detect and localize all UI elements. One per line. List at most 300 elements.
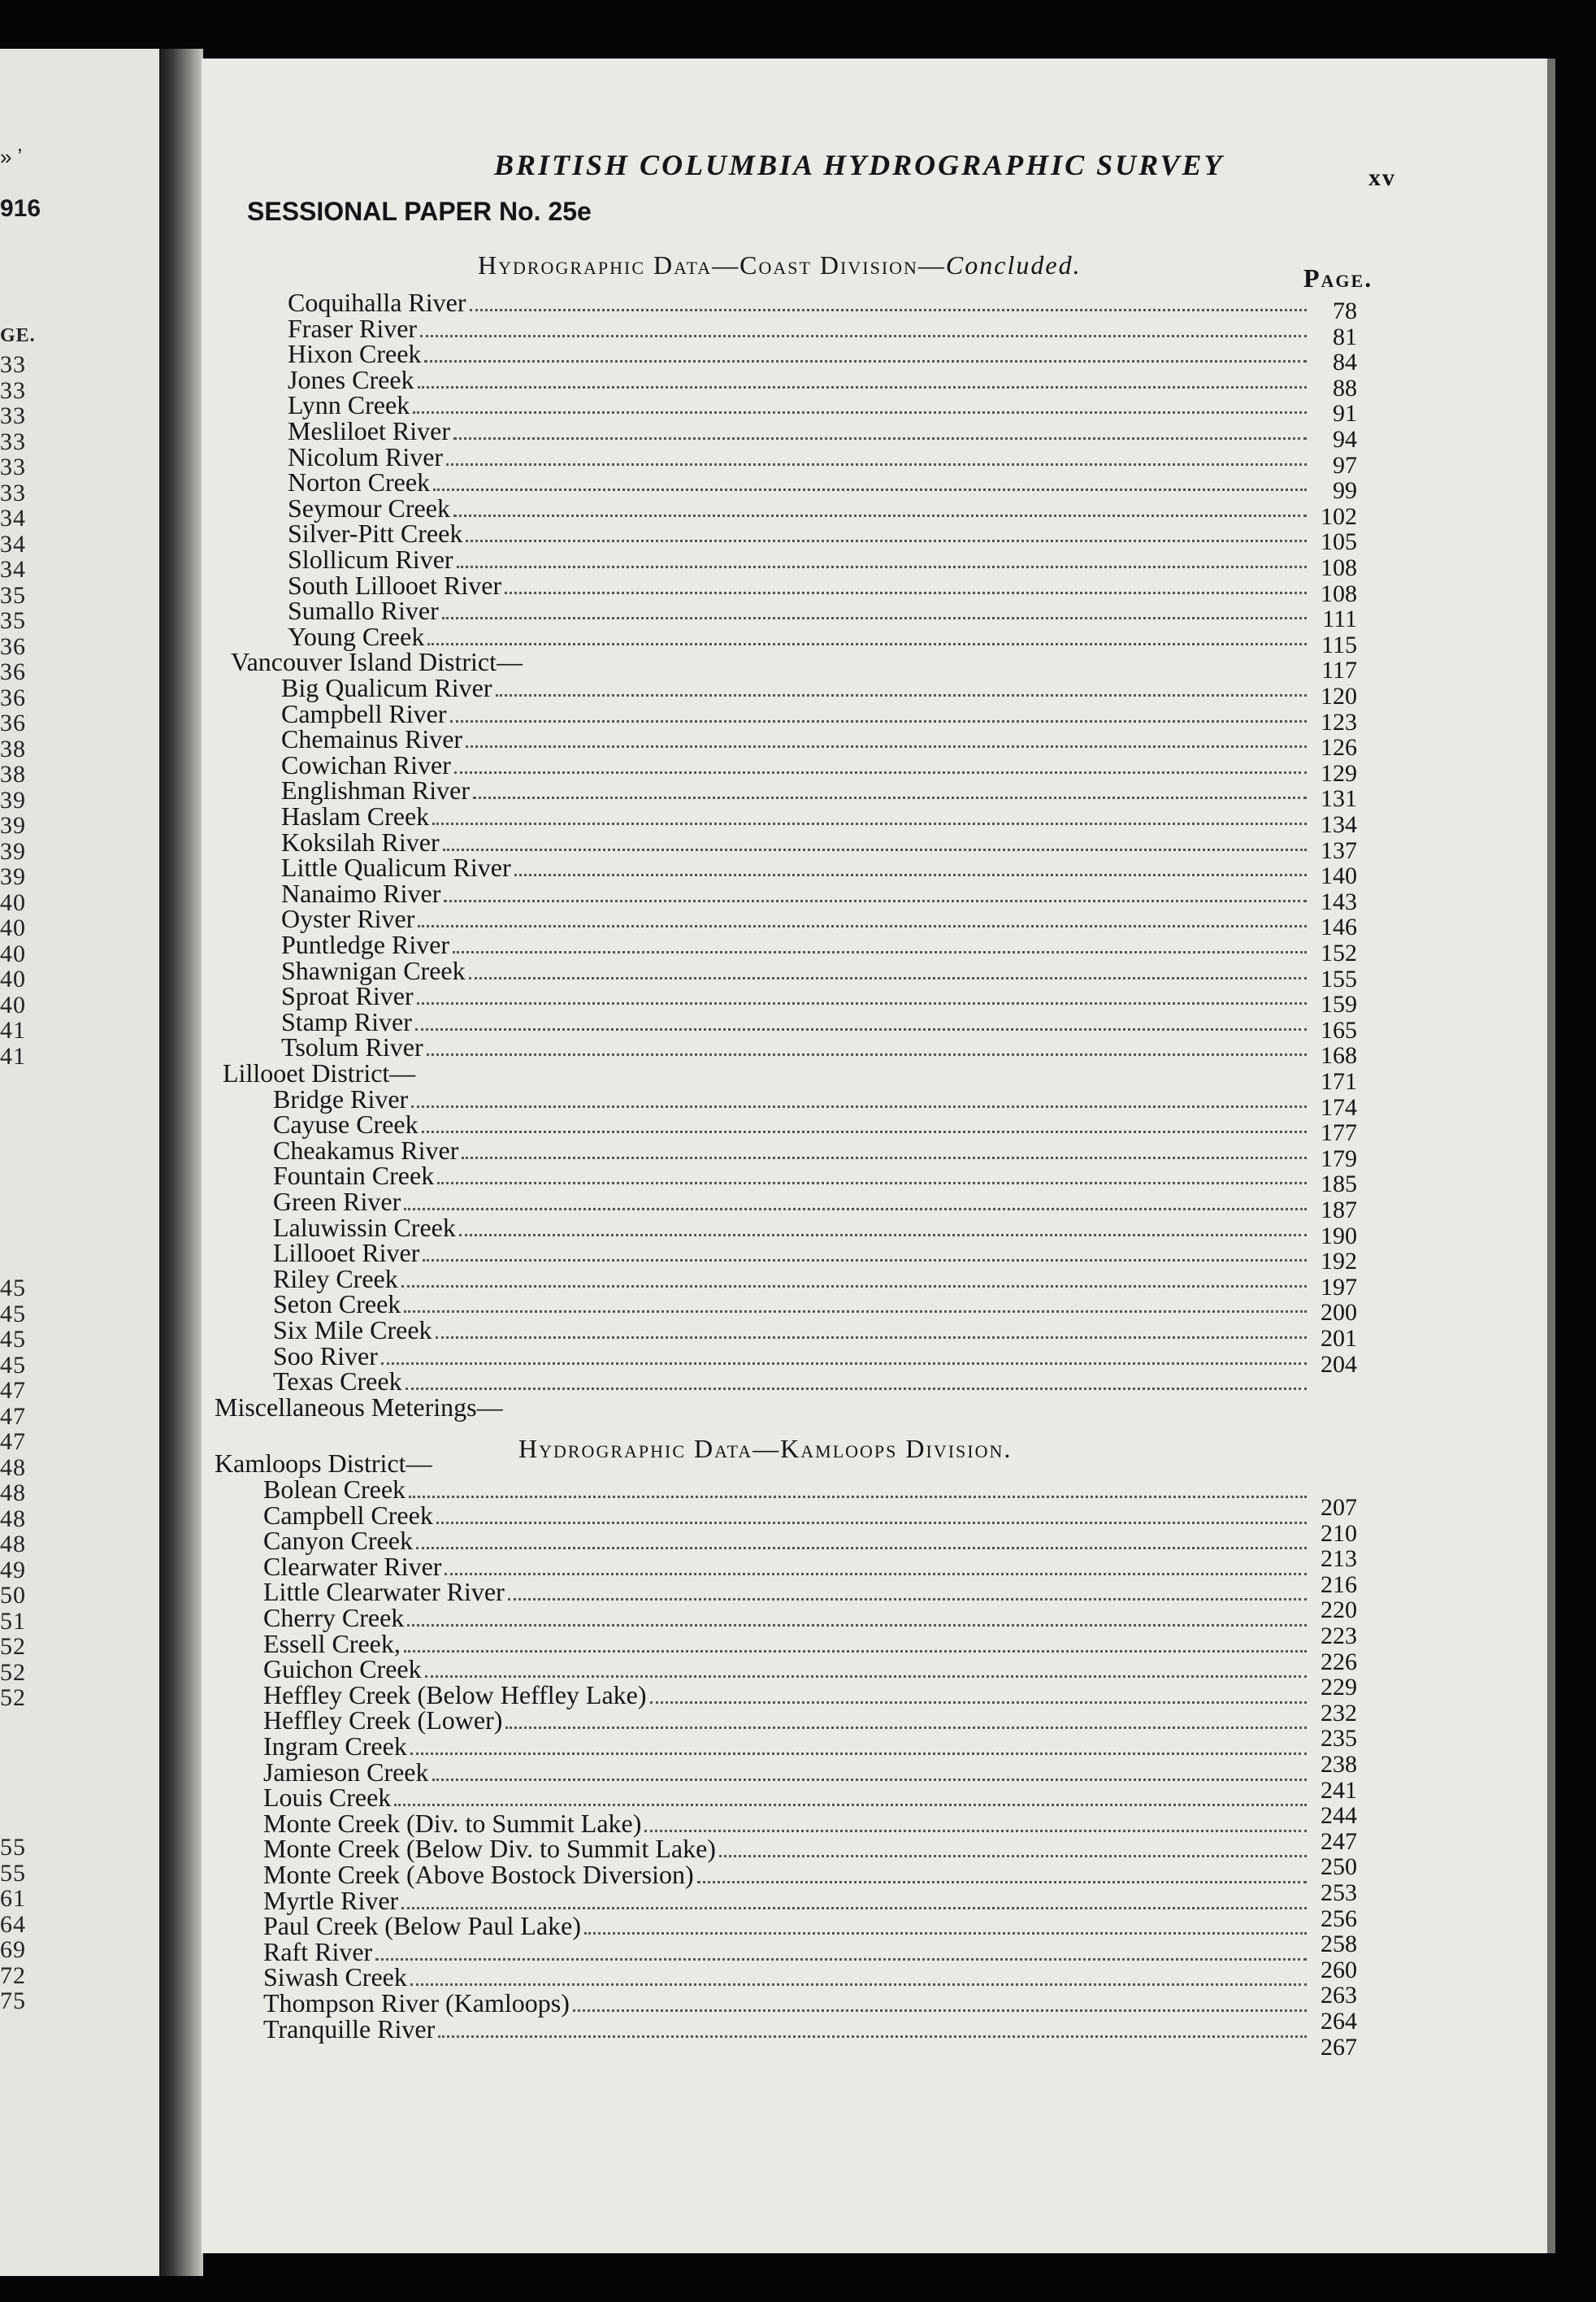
index-entry — [263, 1605, 1307, 1631]
index-entry — [263, 1733, 1307, 1760]
index-entry — [288, 364, 1307, 394]
page-number: 264 — [1321, 2008, 1357, 2035]
entry-label: Essell Creek, — [263, 1628, 401, 1658]
left-page-number: 51 — [0, 1607, 26, 1635]
index-entry — [281, 829, 1307, 856]
entry-label: Little Qualicum River — [281, 853, 511, 883]
left-page-number: 45 — [0, 1326, 26, 1353]
page-number: 213 — [1321, 1545, 1357, 1573]
left-page-number: 40 — [0, 914, 26, 941]
dot-leader — [436, 1522, 1307, 1524]
page-number: 229 — [1321, 1674, 1357, 1701]
page-number: 105 — [1321, 528, 1357, 556]
left-page-number: 39 — [0, 863, 26, 890]
left-page-number: 39 — [0, 812, 26, 839]
left-page-number: 47 — [0, 1377, 26, 1404]
dot-leader — [446, 463, 1307, 466]
index-entry — [273, 1162, 1307, 1189]
index-entry — [288, 315, 1307, 342]
page-number: 235 — [1321, 1725, 1357, 1753]
page-number: 108 — [1321, 580, 1357, 607]
index-entry — [273, 1086, 1307, 1113]
page-number: 159 — [1321, 991, 1357, 1019]
dot-leader — [409, 1496, 1307, 1498]
entry-label: Monte Creek (Above Bostock Diversion) — [263, 1860, 694, 1889]
page-number: 190 — [1321, 1222, 1357, 1249]
index-entry — [288, 441, 1307, 471]
dot-leader — [427, 1053, 1307, 1056]
index-entry — [273, 1137, 1307, 1164]
entry-label: Norton Creek — [288, 467, 431, 497]
dot-leader — [401, 1285, 1307, 1288]
page-number: 197 — [1321, 1273, 1357, 1301]
entry-label: Englishman River — [281, 775, 470, 806]
entry-label: Jamieson Creek — [263, 1757, 429, 1787]
page-number: 152 — [1321, 940, 1357, 966]
entry-label: Guichon Creek — [263, 1654, 422, 1684]
index-entry — [263, 1476, 1307, 1503]
page-number: 250 — [1321, 1853, 1357, 1881]
dot-leader — [432, 1779, 1308, 1781]
left-page-number: 69 — [0, 1936, 26, 1963]
entry-label: Seton Creek — [273, 1289, 401, 1319]
dot-leader — [404, 1650, 1307, 1653]
index-entry — [288, 495, 1307, 522]
left-page-number: 61 — [0, 1885, 26, 1912]
index-entry — [288, 392, 1307, 419]
left-page-number: 36 — [0, 632, 26, 660]
entry-label: Coquihalla River — [288, 288, 466, 317]
left-page-number: 33 — [0, 479, 26, 506]
index-entry — [281, 698, 1307, 728]
entry-label: Seymour Creek — [288, 493, 450, 523]
index-entry — [273, 1111, 1307, 1138]
book-gutter — [159, 49, 203, 2276]
page-number: 207 — [1321, 1494, 1357, 1521]
entry-label: Louis Creek — [263, 1783, 392, 1813]
dot-leader — [375, 1958, 1307, 1961]
page-number: 120 — [1321, 683, 1357, 710]
index-entry — [273, 1214, 1307, 1241]
page-number: 258 — [1321, 1931, 1357, 1958]
index-entry — [281, 983, 1307, 1010]
page-number: 220 — [1321, 1596, 1357, 1624]
index-entry — [288, 341, 1307, 367]
left-page-number: 40 — [0, 966, 26, 992]
entry-label: Bridge River — [273, 1084, 409, 1114]
index-entry — [281, 1006, 1307, 1036]
page-number: 210 — [1321, 1519, 1357, 1547]
page-folio: xv — [1368, 164, 1396, 191]
district-label: Lillooet District— — [223, 1058, 416, 1088]
left-page-number: 72 — [0, 1961, 26, 1989]
dot-leader — [470, 309, 1307, 311]
dot-leader — [644, 1830, 1307, 1832]
entry-label: Siwash Creek — [263, 1962, 407, 1992]
entry-label: Silver-Pitt Creek — [288, 519, 463, 549]
index-entry — [281, 854, 1307, 881]
index-entry — [263, 1502, 1307, 1529]
dot-leader — [394, 1804, 1307, 1806]
entry-label: Shawnigan Creek — [281, 955, 466, 985]
page-number: 177 — [1321, 1119, 1357, 1147]
left-page-number: 33 — [0, 402, 26, 429]
dot-leader — [404, 1208, 1307, 1210]
district-label: Kamloops District— — [215, 1449, 432, 1478]
entry-label: South Lillooet River — [288, 570, 502, 600]
entry-label: Mesliloet River — [288, 416, 450, 445]
page-edge — [1547, 59, 1555, 2253]
entry-label: Sumallo River — [288, 596, 439, 626]
dot-leader — [466, 745, 1307, 748]
dot-leader — [473, 797, 1307, 799]
dot-leader — [438, 2035, 1307, 2038]
dot-leader — [469, 977, 1307, 979]
entry-label: Green River — [273, 1187, 401, 1216]
sessional-paper-label: SESSIONAL PAPER No. 25e — [247, 197, 592, 226]
entry-label: Myrtle River — [263, 1885, 399, 1915]
index-entry — [263, 1913, 1307, 1939]
index-entry — [263, 1810, 1307, 1837]
kamloops-heading-text: Hydrographic Data—Kamloops Division. — [518, 1434, 1013, 1463]
page-number: 232 — [1321, 1699, 1357, 1726]
page-number: 238 — [1321, 1751, 1357, 1778]
dot-leader — [442, 617, 1307, 619]
left-page-number: 33 — [0, 351, 26, 378]
index-entry — [263, 1656, 1307, 1683]
entry-label: Campbell Creek — [263, 1500, 433, 1530]
page-number: 115 — [1321, 631, 1357, 658]
index-entry — [288, 623, 1307, 650]
dot-leader — [401, 1907, 1307, 1909]
page-number: 179 — [1321, 1144, 1357, 1172]
entry-label: Fountain Creek — [273, 1161, 435, 1191]
index-entry — [263, 1964, 1307, 1991]
dot-leader — [410, 1983, 1307, 1986]
index-entry — [288, 597, 1307, 624]
left-page-number: 41 — [0, 1042, 26, 1070]
page-number: 226 — [1321, 1648, 1357, 1675]
page-number: 187 — [1321, 1197, 1357, 1223]
page-number: 126 — [1321, 734, 1357, 762]
entry-label: Fraser River — [288, 313, 418, 343]
index-entry — [263, 1835, 1307, 1862]
district-label: Vancouver Island District— — [231, 647, 523, 677]
index-entry — [263, 1861, 1307, 1888]
entry-label: Slollicum River — [288, 545, 453, 574]
dot-leader — [436, 1336, 1307, 1339]
page-number: 111 — [1322, 606, 1357, 633]
page-number: 97 — [1333, 451, 1357, 479]
left-page-number: 47 — [0, 1402, 26, 1430]
left-page-number: 38 — [0, 761, 26, 788]
entry-label: Texas Creek — [273, 1366, 402, 1396]
dot-leader — [418, 386, 1307, 389]
entry-label: Big Qualicum River — [281, 673, 492, 702]
dot-leader — [416, 1547, 1307, 1549]
left-page-number: 40 — [0, 888, 26, 916]
entry-label: Lillooet River — [273, 1238, 420, 1268]
left-page-number: 36 — [0, 684, 26, 711]
entry-label: Oyster River — [281, 904, 415, 934]
page-number: 223 — [1321, 1622, 1357, 1649]
dot-leader — [420, 335, 1307, 337]
index-entry — [281, 955, 1307, 985]
left-page-number: 48 — [0, 1479, 26, 1506]
dot-leader — [443, 849, 1307, 851]
left-page-number: 55 — [0, 1859, 26, 1887]
page-number: 253 — [1321, 1879, 1357, 1906]
dot-leader — [514, 874, 1307, 876]
index-entry — [263, 1990, 1307, 2017]
left-page-year: 916 — [0, 195, 41, 222]
page-number: 165 — [1321, 1016, 1357, 1044]
page-number: 244 — [1321, 1802, 1357, 1830]
page-number: 99 — [1333, 477, 1357, 505]
index-entry — [273, 1240, 1307, 1266]
left-page-fragment — [0, 49, 163, 2276]
entry-label: Laluwissin Creek — [273, 1212, 456, 1242]
entry-label: Cheakamus River — [273, 1135, 459, 1165]
left-page-number: 34 — [0, 556, 26, 583]
page-column-label: Page. — [1303, 263, 1373, 293]
index-entry — [263, 1527, 1307, 1554]
page-number: 129 — [1321, 759, 1357, 787]
dot-leader — [411, 1105, 1307, 1108]
dot-leader — [462, 1157, 1307, 1159]
page-number: 171 — [1321, 1068, 1357, 1095]
dot-leader — [457, 566, 1307, 568]
entry-label: Tranquille River — [263, 2013, 436, 2044]
page-number: 146 — [1321, 914, 1357, 941]
entry-label: Cayuse Creek — [273, 1110, 419, 1140]
index-entry — [273, 1188, 1307, 1215]
left-page-number: 45 — [0, 1300, 26, 1327]
index-entry — [281, 932, 1307, 958]
left-page-number: 33 — [0, 454, 26, 480]
entry-label: Sproat River — [281, 981, 414, 1011]
left-page-number: 34 — [0, 530, 26, 558]
entry-label: Chemainus River — [281, 724, 463, 754]
dot-leader — [454, 771, 1307, 774]
page-number: 81 — [1333, 323, 1357, 350]
left-page-number: 39 — [0, 786, 26, 814]
page-number: 200 — [1321, 1299, 1357, 1327]
entry-label: Hixon Creek — [288, 339, 422, 369]
page-number: 174 — [1321, 1093, 1357, 1121]
left-page-number: 75 — [0, 1987, 26, 2014]
index-entry — [263, 1887, 1307, 1914]
dot-leader — [410, 1753, 1307, 1755]
entry-label: Clearwater River — [263, 1551, 442, 1581]
entry-label: Riley Creek — [273, 1263, 398, 1293]
index-entry — [288, 289, 1307, 316]
dot-leader — [407, 1624, 1307, 1627]
entry-label: Six Mile Creek — [273, 1315, 432, 1344]
left-page-number: 52 — [0, 1684, 26, 1711]
left-page-number: 33 — [0, 428, 26, 455]
entry-label: Little Clearwater River — [263, 1577, 505, 1607]
page-number: 263 — [1321, 1982, 1357, 2009]
dot-leader — [437, 1182, 1307, 1184]
left-page-number: 48 — [0, 1531, 26, 1557]
dot-leader — [459, 1234, 1307, 1236]
index-entry — [263, 2013, 1307, 2044]
left-page-number: 55 — [0, 1834, 26, 1861]
entry-label: Paul Creek (Below Paul Lake) — [263, 1911, 581, 1941]
dot-leader — [573, 2009, 1307, 2012]
entry-label: Monte Creek (Below Div. to Summit Lake) — [263, 1834, 716, 1864]
page-number: 137 — [1321, 836, 1357, 864]
left-page-number: 35 — [0, 581, 26, 609]
index-entry — [263, 1784, 1307, 1811]
dot-leader — [415, 1028, 1307, 1031]
entry-label: Haslam Creek — [281, 801, 430, 831]
left-page-number: 45 — [0, 1275, 26, 1301]
entry-label: Cherry Creek — [263, 1603, 405, 1632]
left-page-number: 52 — [0, 1633, 26, 1660]
entry-label: Nicolum River — [288, 441, 444, 471]
entry-label: Koksilah River — [281, 827, 440, 857]
index-entry — [288, 546, 1307, 573]
left-page-number: 34 — [0, 505, 26, 532]
coast-heading-main: Hydrographic Data—Coast Division— — [478, 250, 946, 280]
index-entry — [288, 520, 1307, 547]
index-entry — [273, 1368, 1307, 1395]
dot-leader — [466, 540, 1307, 542]
coast-heading-tail: Concluded. — [945, 250, 1082, 280]
left-page-column-header: GE. — [0, 325, 36, 346]
kamloops-division-heading — [518, 1434, 1012, 1464]
page-number: 117 — [1321, 657, 1357, 684]
entry-label: Bolean Creek — [263, 1475, 406, 1504]
dot-leader — [584, 1932, 1307, 1935]
index-entry — [263, 1553, 1307, 1580]
index-entry — [288, 418, 1307, 445]
index-entry — [263, 1936, 1307, 1966]
page-number: 131 — [1321, 785, 1357, 813]
dot-leader — [427, 643, 1307, 645]
page-number: 91 — [1333, 400, 1357, 428]
dot-leader — [404, 1310, 1307, 1313]
dot-leader — [697, 1881, 1307, 1883]
entry-label: Campbell River — [281, 698, 447, 728]
entry-label: Thompson River (Kamloops) — [263, 1988, 570, 2018]
index-entry — [281, 1034, 1307, 1061]
left-page-number: 64 — [0, 1910, 26, 1938]
page-number: 204 — [1321, 1350, 1357, 1378]
left-page-number: 33 — [0, 376, 26, 404]
dot-leader — [496, 694, 1307, 697]
left-page-number: 39 — [0, 837, 26, 865]
dot-leader — [422, 1131, 1307, 1133]
page-number: 267 — [1321, 2033, 1357, 2061]
left-page-number: 38 — [0, 735, 26, 762]
dot-leader — [406, 1388, 1307, 1390]
page-number: 134 — [1321, 811, 1357, 838]
entry-label: Tsolum River — [281, 1032, 423, 1062]
page-number: 78 — [1333, 298, 1357, 324]
left-page-number: 50 — [0, 1582, 26, 1609]
entry-label: Ingram Creek — [263, 1731, 407, 1761]
entry-label: Monte Creek (Div. to Summit Lake) — [263, 1808, 642, 1838]
page-number: 143 — [1321, 888, 1357, 915]
entry-label: Puntledge River — [281, 930, 450, 959]
page-number: 88 — [1333, 374, 1357, 402]
index-entry — [281, 906, 1307, 932]
index-entry — [263, 1628, 1307, 1658]
page-number: 84 — [1333, 349, 1357, 376]
entry-label: Nanaimo River — [281, 878, 441, 908]
dot-leader — [417, 1002, 1307, 1005]
index-entry — [273, 1263, 1307, 1293]
page-number: 185 — [1321, 1171, 1357, 1198]
page-number: 123 — [1321, 708, 1357, 736]
left-page-number: 40 — [0, 940, 26, 967]
entry-label: Canyon Creek — [263, 1526, 413, 1556]
index-entry — [281, 726, 1307, 753]
index-entry — [263, 1759, 1307, 1786]
district-label: Miscellaneous Meterings— — [215, 1392, 503, 1422]
entry-label: Heffley Creek (Lower) — [263, 1705, 503, 1735]
left-page-number: 36 — [0, 658, 26, 685]
index-entry — [263, 1707, 1307, 1734]
left-page-number: 35 — [0, 607, 26, 634]
dot-leader — [381, 1362, 1307, 1365]
entry-label: Heffley Creek (Below Heffley Lake) — [263, 1679, 647, 1709]
entry-label: Soo River — [273, 1340, 378, 1370]
index-entry — [263, 1579, 1307, 1605]
page-number: 241 — [1321, 1776, 1357, 1804]
dot-leader — [505, 592, 1307, 594]
page-number: 247 — [1321, 1827, 1357, 1855]
left-page-number: 49 — [0, 1556, 26, 1583]
page-number: 140 — [1321, 862, 1357, 890]
index-entry — [288, 469, 1307, 496]
dot-leader — [450, 720, 1307, 723]
left-page-number: 48 — [0, 1453, 26, 1481]
left-page-number: 41 — [0, 1017, 26, 1044]
left-page-number: 47 — [0, 1428, 26, 1455]
entry-label: Raft River — [263, 1936, 373, 1966]
entry-label: Cowichan River — [281, 749, 451, 780]
entry-label: Jones Creek — [288, 364, 414, 394]
index-entry — [273, 1317, 1307, 1344]
page-number: 94 — [1333, 426, 1357, 453]
running-title: BRITISH COLUMBIA HYDROGRAPHIC SURVEY — [494, 149, 1225, 181]
page-number: 201 — [1321, 1325, 1357, 1352]
page-number: 192 — [1321, 1248, 1357, 1275]
page-number: 216 — [1321, 1570, 1357, 1598]
scanned-page — [202, 59, 1547, 2253]
index-entry — [281, 880, 1307, 907]
dot-leader — [444, 900, 1307, 902]
page-number: 155 — [1321, 965, 1357, 992]
page-number: 260 — [1321, 1956, 1357, 1983]
index-entry — [273, 1340, 1307, 1370]
dot-leader — [505, 1726, 1307, 1729]
dot-leader — [719, 1855, 1307, 1857]
entry-label: Young Creek — [288, 621, 425, 651]
coast-division-heading — [478, 250, 1082, 280]
dot-leader — [425, 1675, 1307, 1678]
left-page-number: 36 — [0, 710, 26, 736]
page-number: 108 — [1321, 554, 1357, 581]
dot-leader — [423, 1259, 1307, 1262]
dot-leader — [453, 437, 1307, 440]
page-number: 256 — [1321, 1905, 1357, 1932]
index-entry — [288, 572, 1307, 599]
